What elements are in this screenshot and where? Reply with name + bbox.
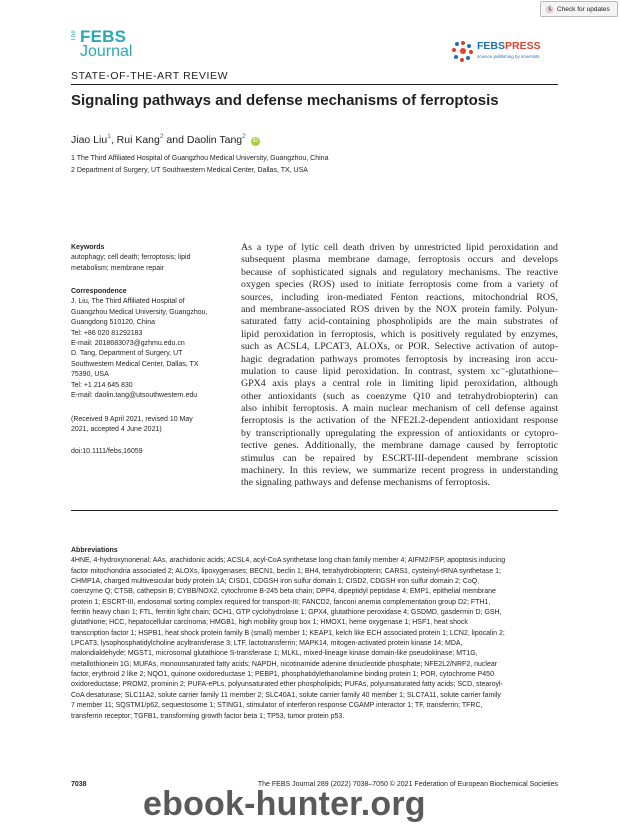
article-type: STATE-OF-THE-ART REVIEW [71,70,229,82]
abstract-line: and membrane-associated ROS driven by the NOX protein family. Polyun- [241,303,558,315]
article-title: Signaling pathways and defense mechanisms of ferroptosis [71,92,499,109]
correspondence-line: 75390, USA [71,371,109,379]
abbreviations-line: CoA desaturase; SLC11A2, solute carrier family 11 member 2; SLC40A1, solute carrier family 40 member 1; SLC7A11, solute carrier family [71,691,501,699]
correspondence-line: J. Liu, The Third Affiliated Hospital of [71,298,185,306]
publisher-mark-icon [452,40,474,62]
abbreviations-line: factor mitochondria associated 2; ALOXs, lipoxygenases; BECN1, beclin 1; BH4, tetrahydrobiopterin; CARS1, cysteinyl-tRNA synthetase 1; [71,567,501,575]
check-updates-icon [545,5,554,14]
abbreviations-line: oxidoreductase; PROM2, prominin 2; PUFA-ePLs, polyunsaturated ether phospholipids; PUFAs, polyunsaturated fatty acids; SCD, stearoyl- [71,681,503,689]
publisher-tagline: science publishing by scientists [477,54,540,59]
journal-logo-suffix: Journal [80,43,133,60]
check-for-updates-button[interactable] [540,1,618,17]
abbreviations-block [71,546,558,722]
watermark: ebook-hunter.org [143,785,426,823]
abstract-line: stimulus can be repaired by ESCRT-III-dependent membrane scission [241,452,558,464]
abstract-line: As a type of lytic cell death driven by unrestricted lipid peroxidation and [241,242,558,253]
correspondence-block [71,287,231,401]
abstract-line: tective genes. Additionally, the membrane damage caused by ferroptotic [241,440,558,452]
abbreviations-line: CHMP1A, charged multivesicular body protein 1A; CISD1, CDGSH iron sulfur domain 1; CISD2, CDGSH iron sulfur domain 2; CoQ, [71,578,480,586]
orcid-icon[interactable]: iD [252,138,258,144]
abbreviations-line: protein 1; ESCRT-III, endosomal sorting complex required for transport-III; FANCD2, fanconi anemia complementation group D2; FTH1, [71,598,491,606]
email-link[interactable]: E-mail: 2018683073@gzhmu.edu.cn [71,340,185,348]
abstract-line: sources, including iron-mediated Fenton reactions, mitochondrial ROS, [241,291,558,303]
page-number: 7038 [71,781,87,788]
abstract-line: because of sophisticated signals and regulatory mechanisms. The reactive [241,266,558,278]
abbreviations-line: transcription factor 1; HSPB1, heat shock protein family B (small) member 1; KEAP1, kelch like ECH associated protein 1; LCN2, lipocalin 2; [71,629,505,637]
abstract-line: other antioxidants (such as coenzyme Q10 and tetrahydrobiopterin) can [241,390,558,402]
journal-logo-the: The [71,30,77,42]
keywords-block [71,243,231,274]
header-divider [71,84,558,85]
correspondence-line: D. Tang, Department of Surgery, UT [71,350,183,358]
journal-logo-name: FEBS [80,27,127,46]
correspondence-line: Guangdong 510120, China [71,319,156,327]
abbreviations-heading: Abbreviations [71,547,118,554]
abbreviations-line: 7 member 11; SQSTM1/p62, sequestosome 1; STING1, stimulator of interferon response CGAMP interactor 1; TF, transferrin; TFRC, [71,702,483,710]
abstract-line: saturated fatty acid-containing phospholipids are the main substrates of [241,316,558,328]
correspondence-heading: Correspondence [71,288,127,295]
correspondence-line: Tel: +86 020 81292183 [71,329,143,337]
received-line: (Received 9 April 2021, revised 10 May [71,416,193,423]
author-name[interactable]: Rui Kang [116,134,160,146]
abstract [241,242,558,490]
abbreviations-line: metallothionein 1G; MUFAs, monounsaturated fatty acids; NAPDH, nicotinamide adenine dinucleotide phosphate; NFE2L2/NRF2, nuclear [71,660,498,668]
check-updates-label: Check for updates [557,5,610,13]
received-block [71,415,231,436]
abstract-line: lipid peroxidation in ferroptosis, which is positively regulated by enzymes, [241,328,558,340]
abbreviations-line: 4HNE, 4-hydroxynonenal; AAs, arachidonic acids; ACSL4, acyl-CoA synthetase long chain family member 4; AIFM2/FSP, apoptosis inducing [71,557,506,565]
abbreviations-line: glutathione; HCC, hepatocellular carcinoma; HMGB1, high mobility group box 1; HMOX1, heme oxygenase 1; HSF1, heat shock [71,619,468,627]
correspondence-line: Tel: +1 214 645 830 [71,381,133,389]
footer-citation: The FEBS Journal 289 (2022) 7038–7050 © 2021 Federation of European Biochemical Societies [257,781,558,788]
abstract-line: machinery. In this review, we summarize recent progress in understanding [241,465,558,477]
abbreviations-line: LPCAT3, lysophosphatidylcholine acyltransferase 3; LTF, lactotransferrin; MAPK14, mitogen-activated protein kinase 14; MDA, [71,640,463,648]
affiliation: 1 The Third Affiliated Hospital of Guangzhou Medical University, Guangzhou, China [71,155,329,162]
abstract-line: the signaling pathways and defense mechanisms of ferroptosis. [241,477,491,489]
keywords-line: metabolism; membrane repair [71,264,164,272]
abstract-line: subsequent plasma membrane damage, ferroptosis occurs and develops [241,254,558,266]
abstract-line: hagic degradation pathways promotes ferroptosis by increasing iron accu- [241,353,558,365]
abstract-line: mulation to cause lipid peroxidation. In contrast, system xc⁻-glutathione– [241,365,558,377]
keywords-line: autophagy; cell death; ferroptosis; lipid [71,254,191,262]
abbreviations-line: ferritin heavy chain 1; FTL, ferritin light chain; GCH1, GTP cyclohydrolase 1; GPX4, glutathione peroxidase 4; GSDMD, gasdermin D; GSH, [71,609,502,617]
abstract-line: such as ACSL4, LPCAT3, ALOXs, or POR. Selective activation of autop- [241,341,558,353]
abstract-line: also inhibit ferroptosis. A main nuclear mechanism of cell defense against [241,403,558,415]
keywords-heading: Keywords [71,244,105,251]
abbreviations-line: transferrin receptor; TGFB1, transforming growth factor beta 1; TP53, tumor protein p53. [71,712,345,720]
author-name[interactable]: Daolin Tang [186,134,243,146]
author-name[interactable]: Jiao Liu [71,134,108,146]
correspondence-line: Southwestern Medical Center, Dallas, TX [71,360,199,368]
abstract-line: GPX4 axis plays a central role in limiting lipid peroxidation, although [241,378,558,390]
correspondence-line: Guangzhou Medical University, Guangzhou, [71,308,208,316]
author-list: Jiao Liu$^1$, Rui Kang$^2$ and Daolin Tang$^2$iD [71,133,258,146]
abbreviations-line: malondialdehyde; MGST1, microsomal glutathione S-transferase 1; MLKL, mixed-lineage kinase domain-like pseudokinase; MT1G, [71,650,478,658]
abstract-line: ferroptosis is the activation of the NFE2L2-dependent antioxidant response [241,415,558,427]
abbreviations-line: coenzyme Q; CTSB, cathepsin B; CYBB/NOX2, cytochrome B-245 beta chain; DPP4, dipeptidyl peptidase 4; EMP1, epithelial membrane [71,588,496,596]
abbreviations-line: factor, erythroid 2 like 2; NQO1, quinone oxidoreductase 1; PEBP1, phosphatidylethanolamine binding protein 1; POR, cytochrome P450 [71,671,494,679]
publisher-name: FEBSPRESS [477,40,541,52]
section-divider [71,510,558,511]
abstract-line: by transcriptionally upregulating the expression of antioxidants or cytopro- [241,427,558,439]
affiliation: 2 Department of Surgery, UT Southwestern Medical Center, Dallas, TX, USA [71,167,308,174]
abstract-line: oxygen species (ROS) used to initiate ferroptosis come from a variety of [241,279,558,291]
doi-link[interactable]: doi:10.1111/febs.16059 [71,448,143,455]
received-line: 2021, accepted 4 June 2021) [71,426,162,434]
email-link[interactable]: E-mail: daolin.tang@utsouthwestern.edu [71,392,198,400]
